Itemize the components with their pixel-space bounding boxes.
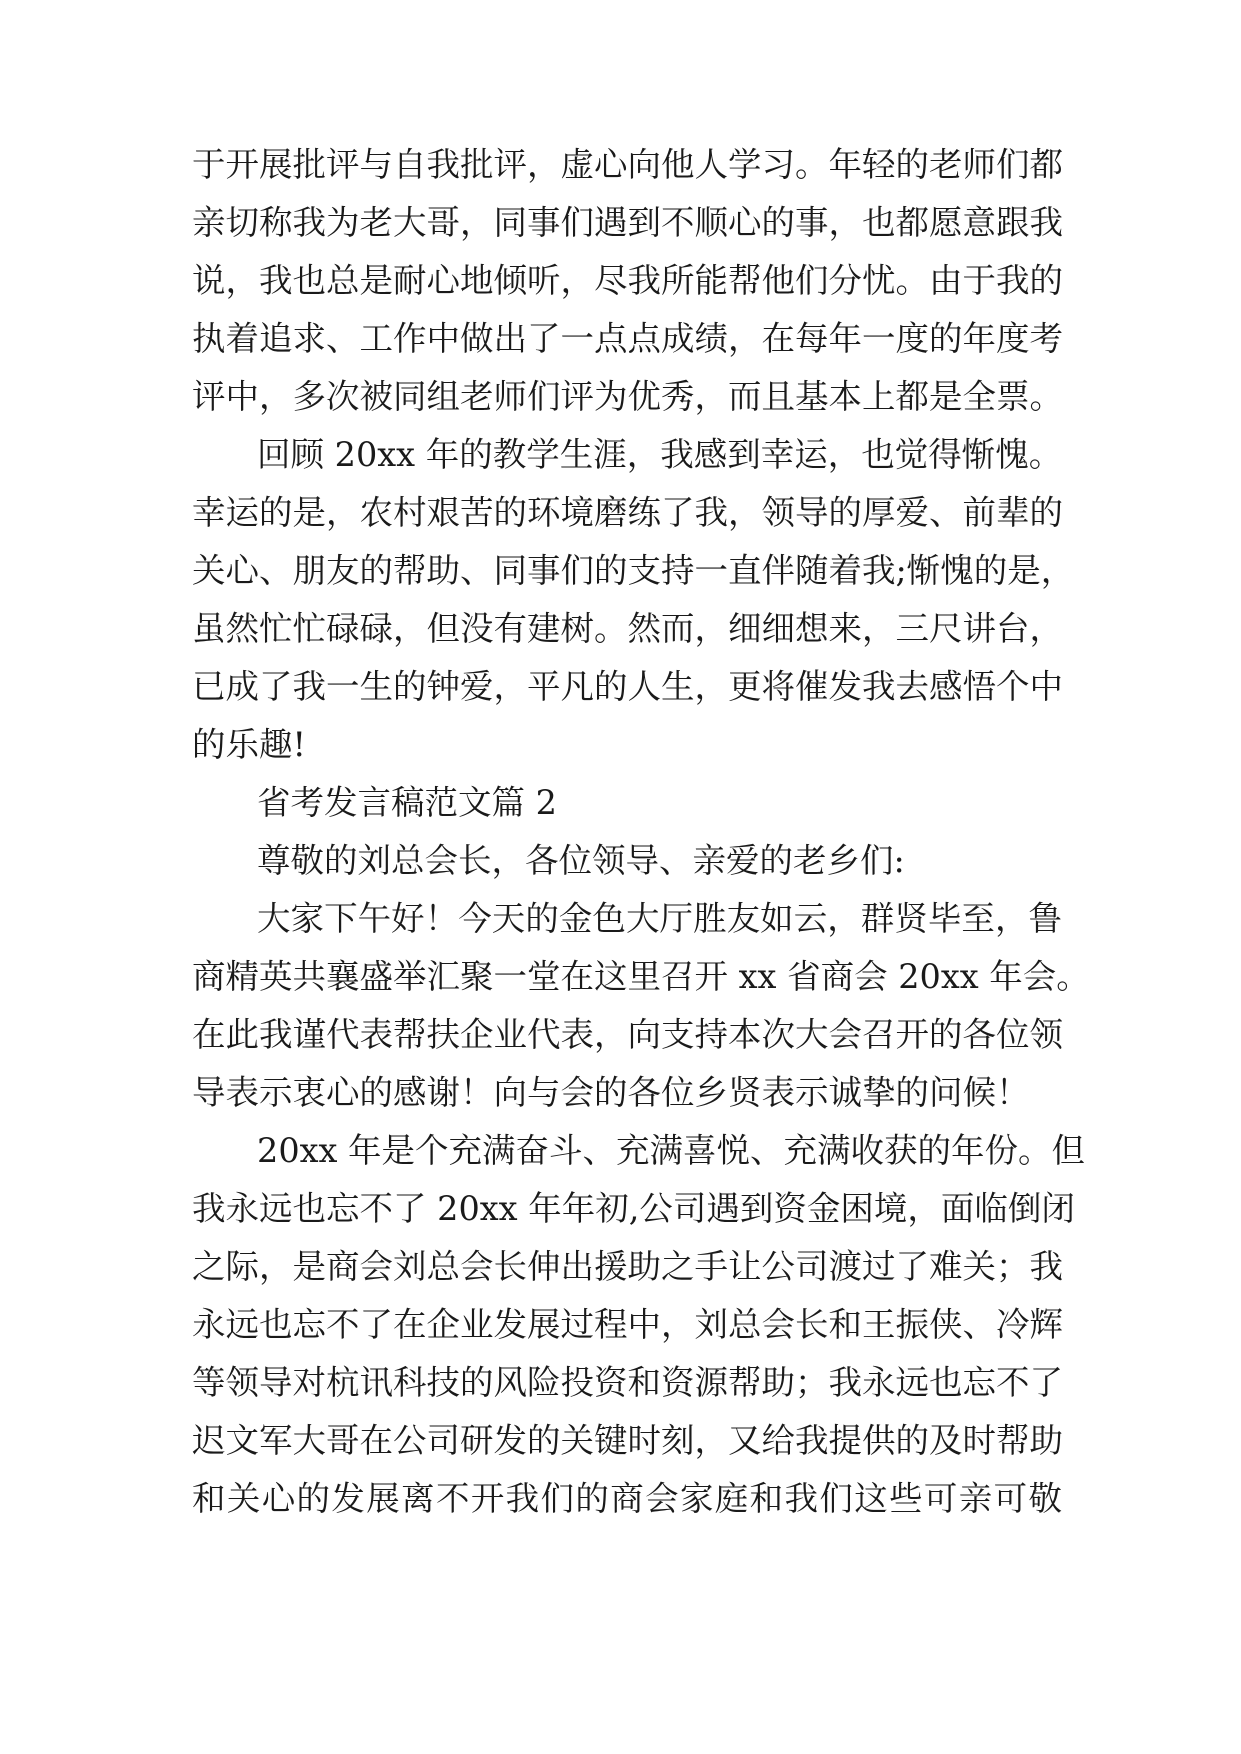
text-line: 导表示衷心的感谢！向与会的各位乡贤表示诚挚的问候！ bbox=[192, 1073, 1030, 1112]
text-line: 等领导对杭讯科技的风险投资和资源帮助；我永远也忘不了 bbox=[192, 1363, 1063, 1402]
text-line: 的乐趣! bbox=[192, 725, 306, 764]
section-heading: 省考发言稿范文篇 2 bbox=[257, 783, 557, 822]
text-line: 大家下午好！今天的金色大厅胜友如云，群贤毕至，鲁 bbox=[257, 899, 1062, 938]
text-line: 我永远也忘不了 20xx 年年初,公司遇到资金困境，面临倒闭 bbox=[192, 1189, 1075, 1228]
text-line: 已成了我一生的钟爱，平凡的人生，更将催发我去感悟个中 bbox=[192, 667, 1063, 706]
text-line: 回顾 20xx 年的教学生涯，我感到幸运，也觉得惭愧。 bbox=[257, 435, 1063, 474]
text-line: 于开展批评与自我批评，虚心向他人学习。年轻的老师们都 bbox=[192, 145, 1063, 184]
text-line: 说，我也总是耐心地倾听，尽我所能帮他们分忧。由于我的 bbox=[192, 261, 1063, 300]
text-line: 商精英共襄盛举汇聚一堂在这里召开 xx 省商会 20xx 年会。 bbox=[192, 957, 1090, 996]
text-line: 亲切称我为老大哥，同事们遇到不顺心的事，也都愿意跟我 bbox=[192, 203, 1063, 242]
text-line: 20xx 年是个充满奋斗、充满喜悦、充满收获的年份。但 bbox=[257, 1131, 1086, 1170]
text-line: 在此我谨代表帮扶企业代表，向支持本次大会召开的各位领 bbox=[192, 1015, 1063, 1054]
text-line: 之际，是商会刘总会长伸出援助之手让公司渡过了难关；我 bbox=[192, 1247, 1063, 1286]
text-line: 幸运的是，农村艰苦的环境磨练了我，领导的厚爱、前辈的 bbox=[192, 493, 1063, 532]
text-line: 迟文军大哥在公司研发的关键时刻，又给我提供的及时帮助 bbox=[192, 1421, 1063, 1460]
text-line: 和关心的发展离不开我们的商会家庭和我们这些可亲可敬 bbox=[192, 1479, 1062, 1518]
text-line: 评中，多次被同组老师们评为优秀，而且基本上都是全票。 bbox=[192, 377, 1063, 416]
salutation: 尊敬的刘总会长，各位领导、亲爱的老乡们: bbox=[257, 841, 905, 880]
text-line: 执着追求、工作中做出了一点点成绩，在每年一度的年度考 bbox=[192, 319, 1063, 358]
text-line: 永远也忘不了在企业发展过程中，刘总会长和王振侠、冷辉 bbox=[192, 1305, 1063, 1344]
text-line: 虽然忙忙碌碌，但没有建树。然而，细细想来，三尺讲台， bbox=[192, 609, 1063, 648]
text-line: 关心、朋友的帮助、同事们的支持一直伴随着我;惭愧的是， bbox=[192, 551, 1075, 590]
